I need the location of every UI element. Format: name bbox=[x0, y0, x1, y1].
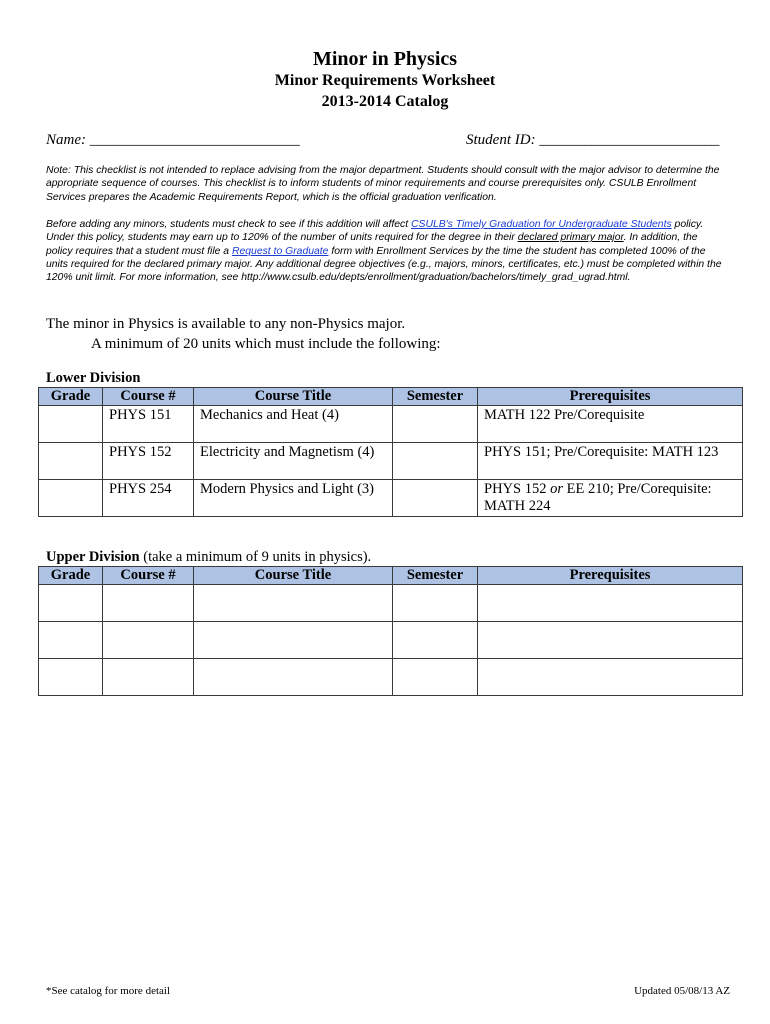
semester-cell[interactable] bbox=[393, 622, 478, 659]
prerequisites-cell[interactable] bbox=[478, 585, 743, 622]
upper-division-label: Upper Division bbox=[46, 549, 140, 565]
course-number-cell: PHYS 254 bbox=[103, 480, 194, 517]
upper-division-title bbox=[46, 549, 371, 566]
grade-cell[interactable] bbox=[39, 659, 103, 696]
upper-division-table bbox=[38, 566, 743, 696]
request-to-graduate-link[interactable]: Request to Graduate bbox=[231, 245, 329, 257]
course-title-cell: Modern Physics and Light (3) bbox=[194, 480, 393, 517]
grade-cell[interactable] bbox=[39, 622, 103, 659]
table-header-row bbox=[39, 567, 743, 585]
prerequisites-cell[interactable] bbox=[478, 659, 743, 696]
course-number-cell: PHYS 152 bbox=[103, 443, 194, 480]
prereq-text: EE 210; Pre/Corequisite: MATH 224 bbox=[484, 481, 712, 514]
header-course-number: Course # bbox=[103, 388, 194, 406]
header-course-title: Course Title bbox=[194, 388, 393, 406]
lower-division-label: Lower Division bbox=[46, 370, 141, 386]
header-semester: Semester bbox=[393, 567, 478, 585]
header-course-number: Course # bbox=[103, 567, 194, 585]
course-title-cell: Mechanics and Heat (4) bbox=[194, 406, 393, 443]
prerequisites-cell[interactable] bbox=[478, 622, 743, 659]
course-title-cell[interactable] bbox=[194, 622, 393, 659]
grade-cell[interactable] bbox=[39, 480, 103, 517]
course-title-cell[interactable] bbox=[194, 659, 393, 696]
timely-graduation-link[interactable]: CSULB's Timely Graduation for Undergraduate Students bbox=[411, 219, 672, 230]
intro-line-2: A minimum of 20 units which must include the following: bbox=[91, 336, 441, 352]
course-number-cell[interactable] bbox=[103, 585, 194, 622]
semester-cell[interactable] bbox=[393, 659, 478, 696]
intro-line-1: The minor in Physics is available to any non-Physics major. bbox=[46, 316, 406, 332]
course-number-cell[interactable] bbox=[103, 659, 194, 696]
prerequisites-cell: MATH 122 Pre/Corequisite bbox=[478, 406, 743, 443]
note-text: . In addition, the policy requires that a student must file a bbox=[46, 232, 698, 257]
declared-primary-major-text: declared primary major bbox=[517, 232, 624, 244]
header-prerequisites: Prerequisites bbox=[478, 567, 743, 585]
page-title: Minor in Physics bbox=[312, 48, 458, 70]
table-row bbox=[39, 443, 743, 480]
grade-cell[interactable] bbox=[39, 406, 103, 443]
grade-cell[interactable] bbox=[39, 443, 103, 480]
lower-division-title bbox=[46, 370, 140, 387]
prerequisites-cell bbox=[478, 480, 743, 517]
note-text: form with Enrollment Services by the time the student has completed 100% of the units required for the declared primary major. Any additional degree objectives (e.g., majors, minors, certificates, etc.) must be completed within the 120% unit limit. For more information, see http://www.csulb.edu/depts/enrollment/graduation/bachelors/timely_grad_ugrad.html. bbox=[46, 245, 722, 284]
table-row bbox=[39, 622, 743, 659]
course-number-cell: PHYS 151 bbox=[103, 406, 194, 443]
table-row bbox=[39, 406, 743, 443]
table-row bbox=[39, 585, 743, 622]
note-text: policy. Under this policy, students may earn up to 120% of the number of units required for the degree in their bbox=[46, 219, 704, 244]
course-number-cell[interactable] bbox=[103, 622, 194, 659]
lower-division-table bbox=[38, 387, 743, 517]
prereq-text: PHYS 152 bbox=[484, 481, 551, 497]
semester-cell[interactable] bbox=[393, 480, 478, 517]
page-subtitle: Minor Requirements Worksheet bbox=[274, 72, 496, 89]
upper-division-note: (take a minimum of 9 units in physics). bbox=[139, 549, 372, 565]
semester-cell[interactable] bbox=[393, 585, 478, 622]
advising-note: Note: This checklist is not intended to replace advising from the major department. Students should consult with the major advisor to determine the appropriate sequence of courses. This checklist is to inform students of minor requirements and course prerequisites only. CSULB Enrollment Services prepares the Academic Requirements Report, which is the official graduation verification. bbox=[46, 165, 720, 203]
course-title-cell: Electricity and Magnetism (4) bbox=[194, 443, 393, 480]
catalog-year: 2013-2014 Catalog bbox=[321, 93, 449, 110]
semester-cell[interactable] bbox=[393, 406, 478, 443]
header-grade: Grade bbox=[39, 388, 103, 406]
table-row bbox=[39, 659, 743, 696]
grade-cell[interactable] bbox=[39, 585, 103, 622]
prereq-or: or bbox=[550, 481, 563, 497]
name-field[interactable]: Name: ____________________________ bbox=[46, 132, 300, 148]
student-id-field[interactable]: Student ID: ________________________ bbox=[466, 132, 720, 148]
prerequisites-cell: PHYS 151; Pre/Corequisite: MATH 123 bbox=[478, 443, 743, 480]
header-course-title: Course Title bbox=[194, 567, 393, 585]
table-header-row bbox=[39, 388, 743, 406]
header-prerequisites: Prerequisites bbox=[478, 388, 743, 406]
note-text: Before adding any minors, students must check to see if this addition will affect bbox=[46, 219, 412, 230]
table-row bbox=[39, 480, 743, 517]
timely-graduation-note bbox=[46, 218, 726, 284]
footer-note: *See catalog for more detail bbox=[46, 985, 171, 997]
semester-cell[interactable] bbox=[393, 443, 478, 480]
header-grade: Grade bbox=[39, 567, 103, 585]
header-semester: Semester bbox=[393, 388, 478, 406]
course-title-cell[interactable] bbox=[194, 585, 393, 622]
footer-updated: Updated 05/08/13 AZ bbox=[634, 985, 730, 997]
